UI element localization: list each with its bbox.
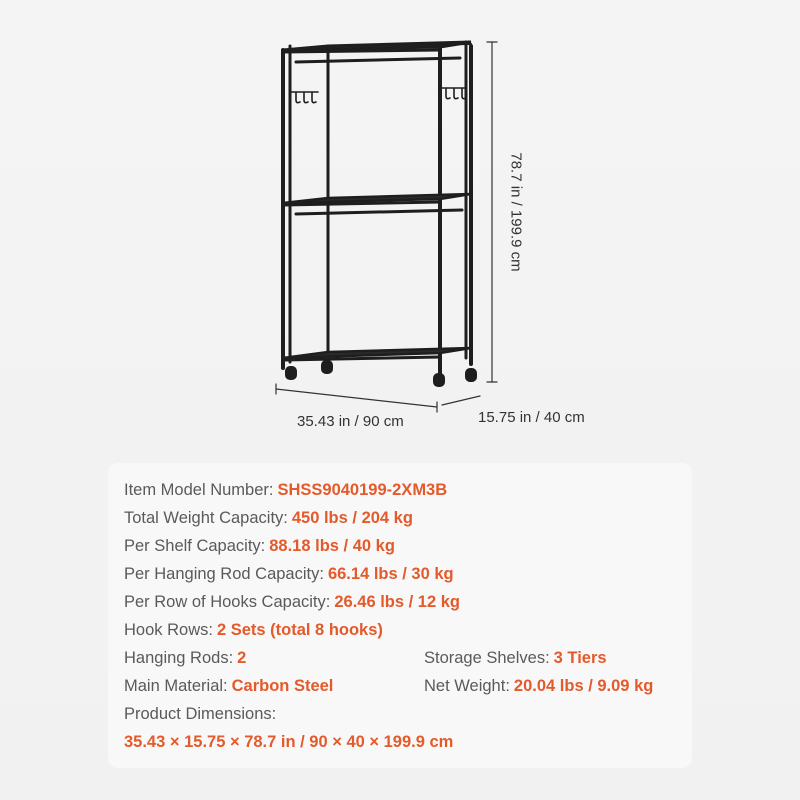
spec-value: Carbon Steel [231,677,334,695]
spec-main-material [124,677,333,696]
spec-hook-capacity [124,593,460,612]
caster-back-left [321,360,333,374]
caster-back-right [465,368,477,382]
middle-shelf [283,194,471,203]
spec-product-dimensions-label: Product Dimensions: [124,705,277,723]
spec-storage-shelves [424,649,607,668]
spec-value: 66.14 lbs / 30 kg [327,565,454,583]
spec-shelf-capacity [124,537,395,556]
bottom-shelf [283,348,471,358]
spec-label: Per Hanging Rod Capacity: [124,565,324,583]
spec-label: Total Weight Capacity: [124,509,288,527]
specifications-card [108,463,692,768]
spec-model-number [124,481,447,500]
depth-dimension-line [442,396,480,405]
depth-dimension-label: 15.75 in / 40 cm [478,409,585,426]
spec-total-weight-capacity [124,509,413,528]
spec-value: 2 Sets (total 8 hooks) [216,621,383,639]
hook-row-left [290,92,318,103]
spec-hanging-rods [124,649,246,668]
spec-label: Hanging Rods: [124,649,234,667]
spec-label: Item Model Number: [124,481,274,499]
spec-label: Hook Rows: [124,621,213,639]
width-dimension-line [276,389,437,407]
caster-front-right [433,373,445,387]
spec-label: Per Shelf Capacity: [124,537,266,555]
spec-value: 20.04 lbs / 9.09 kg [513,677,654,695]
spec-value: 26.46 lbs / 12 kg [334,593,461,611]
spec-label: Net Weight: [424,677,510,695]
spec-label: Storage Shelves: [424,649,550,667]
spec-net-weight [424,677,653,696]
spec-value: 450 lbs / 204 kg [291,509,413,527]
top-hanging-rod [296,58,460,62]
width-dimension-label: 35.43 in / 90 cm [297,413,404,430]
spec-rod-capacity [124,565,454,584]
spec-label: Main Material: [124,677,228,695]
middle-hanging-rod [296,210,462,214]
spec-product-dimensions-value: 35.43 × 15.75 × 78.7 in / 90 × 40 × 199.9 cm [124,733,454,751]
spec-label: Per Row of Hooks Capacity: [124,593,331,611]
spec-value: 2 [237,649,247,667]
spec-hook-rows [124,621,383,640]
spec-value: 88.18 lbs / 40 kg [269,537,395,555]
hook-row-right [440,88,466,99]
height-dimension-label: 78.7 in / 199.9 cm [507,152,525,272]
spec-value: 3 Tiers [553,649,607,667]
spec-value: SHSS9040199-2XM3B [277,481,448,499]
caster-front-left [285,366,297,380]
